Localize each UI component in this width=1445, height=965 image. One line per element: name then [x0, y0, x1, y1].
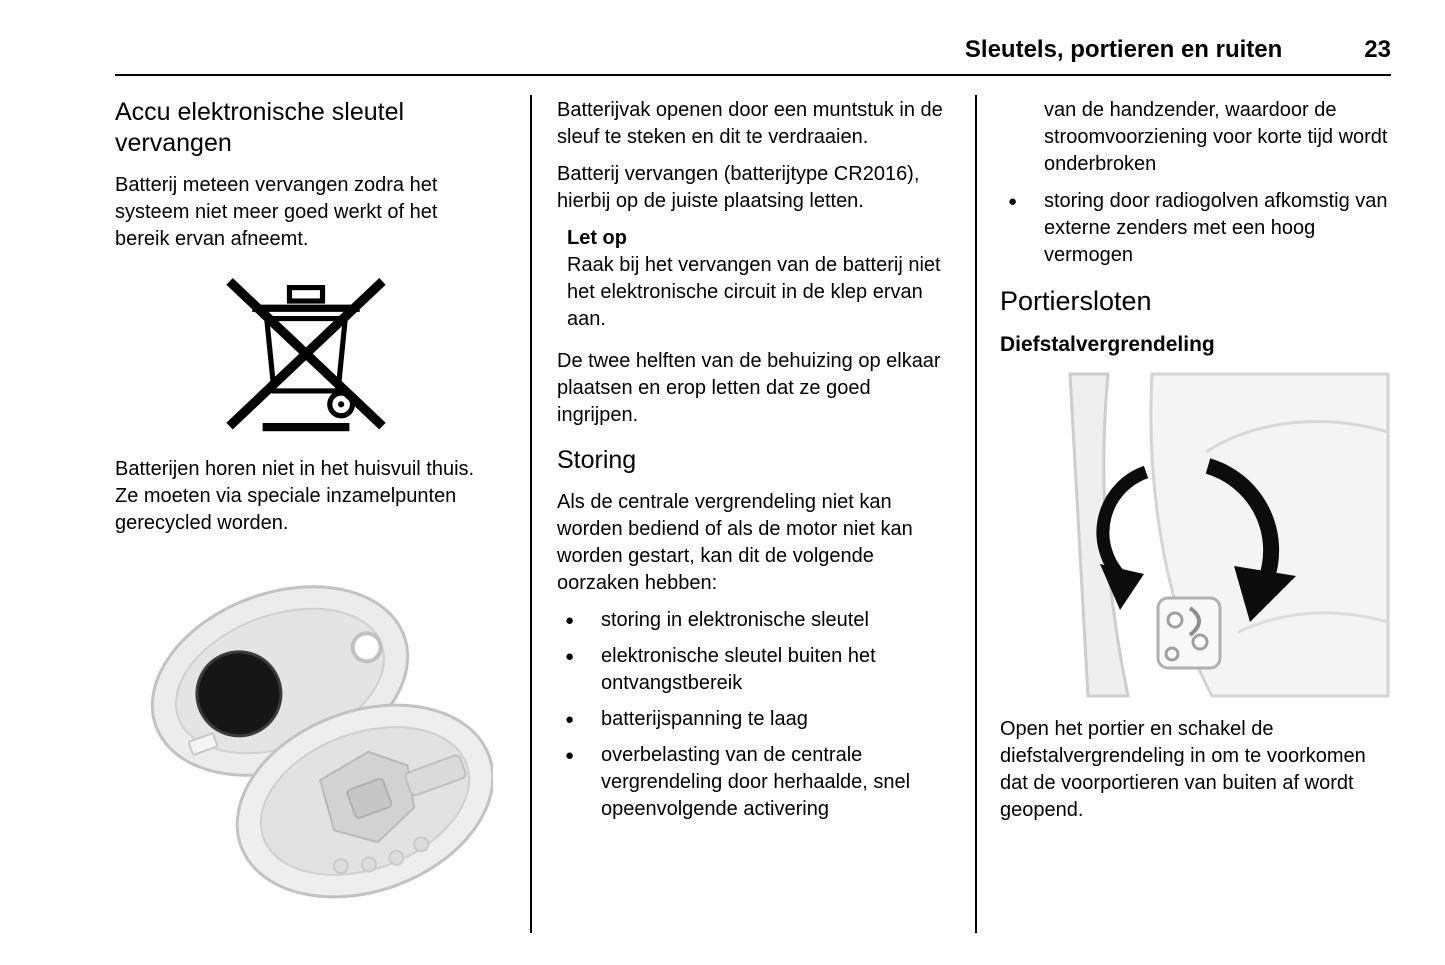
note-title: Let op	[567, 227, 627, 249]
list-item	[1000, 188, 1392, 269]
column-left	[115, 97, 497, 911]
bullet-icon: ●	[565, 747, 575, 764]
list-item-text: storing door radiogolven afkomstig van externe zenders met een hoog vermogen	[1044, 190, 1388, 266]
column-middle	[557, 97, 949, 832]
column-divider-left	[530, 95, 532, 933]
paragraph: De twee helften van de behuizing op elkaar plaatsen en erop letten dat ze goed ingrijpen.	[557, 350, 941, 426]
weee-icon	[213, 269, 399, 440]
paragraph: Batterij vervangen (batterijtype CR2016), hierbij op de juiste plaatsing letten.	[557, 163, 920, 212]
list-item-text: overbelasting van de centrale vergrendeling door herhaalde, snel opeenvolgende activering	[601, 744, 911, 820]
list-item	[557, 607, 949, 634]
list-item-continuation: van de handzender, waardoor de stroomvoorziening voor korte tijd wordt onderbroken	[1044, 99, 1388, 175]
paragraph: Batterijvak openen door een muntstuk in de sleuf te steken en dit te verdraaien.	[557, 99, 943, 148]
section-heading-storing: Storing	[557, 446, 637, 474]
header-rule	[115, 74, 1391, 76]
list-item-text: elektronische sleutel buiten het ontvangstbereik	[601, 645, 876, 694]
keyfob-illustration	[115, 551, 493, 911]
bullet-icon: ●	[565, 612, 575, 629]
paragraph: Batterij meteen vervangen zodra het systeem niet meer goed werkt of het bereik ervan afneemt.	[115, 174, 438, 250]
lock-mechanism	[1158, 598, 1220, 668]
column-right	[1000, 97, 1392, 834]
caution-note	[567, 225, 949, 333]
door-lock-image	[1000, 370, 1392, 700]
list-item-text: batterijspanning te laag	[601, 708, 808, 730]
keyfob-battery-image	[115, 551, 493, 911]
chapter-title: Sleutels, portieren en ruiten	[964, 36, 1283, 63]
list-item	[557, 643, 949, 697]
list-item	[557, 706, 949, 733]
section-heading-portiersloten: Portiersloten	[1000, 286, 1152, 316]
page-number: 23	[1364, 36, 1391, 63]
column-divider-right	[975, 95, 977, 933]
subsection-heading-diefstalvergrendeling: Diefstalvergrendeling	[1000, 333, 1215, 356]
bullet-icon: ●	[565, 711, 575, 728]
crossed-out-bin-icon	[213, 269, 399, 440]
bullet-icon: ●	[565, 648, 575, 665]
paragraph: Batterijen horen niet in het huisvuil thuis. Ze moeten via speciale inzamelpunten gerecycled worden.	[115, 457, 475, 534]
door-lock-illustration	[1000, 370, 1392, 700]
bullet-icon: ●	[1008, 193, 1018, 210]
paragraph: Als de centrale vergrendeling niet kan worden bediend of als de motor niet kan worden gestart, kan dit de volgende oorzaken hebben:	[557, 491, 913, 594]
list-item-text: storing in elektronische sleutel	[601, 609, 869, 631]
note-body: Raak bij het vervangen van de batterij niet het elektronische circuit in de klep ervan aan.	[567, 254, 941, 330]
list-item	[557, 742, 949, 823]
paragraph: Open het portier en schakel de diefstalvergrendeling in om te voorkomen dat de voorportieren van buiten af wordt geopend.	[1000, 718, 1366, 821]
page-header	[115, 36, 1391, 64]
section-heading-accu: Accu elektronische sleutel vervangen	[115, 98, 405, 157]
